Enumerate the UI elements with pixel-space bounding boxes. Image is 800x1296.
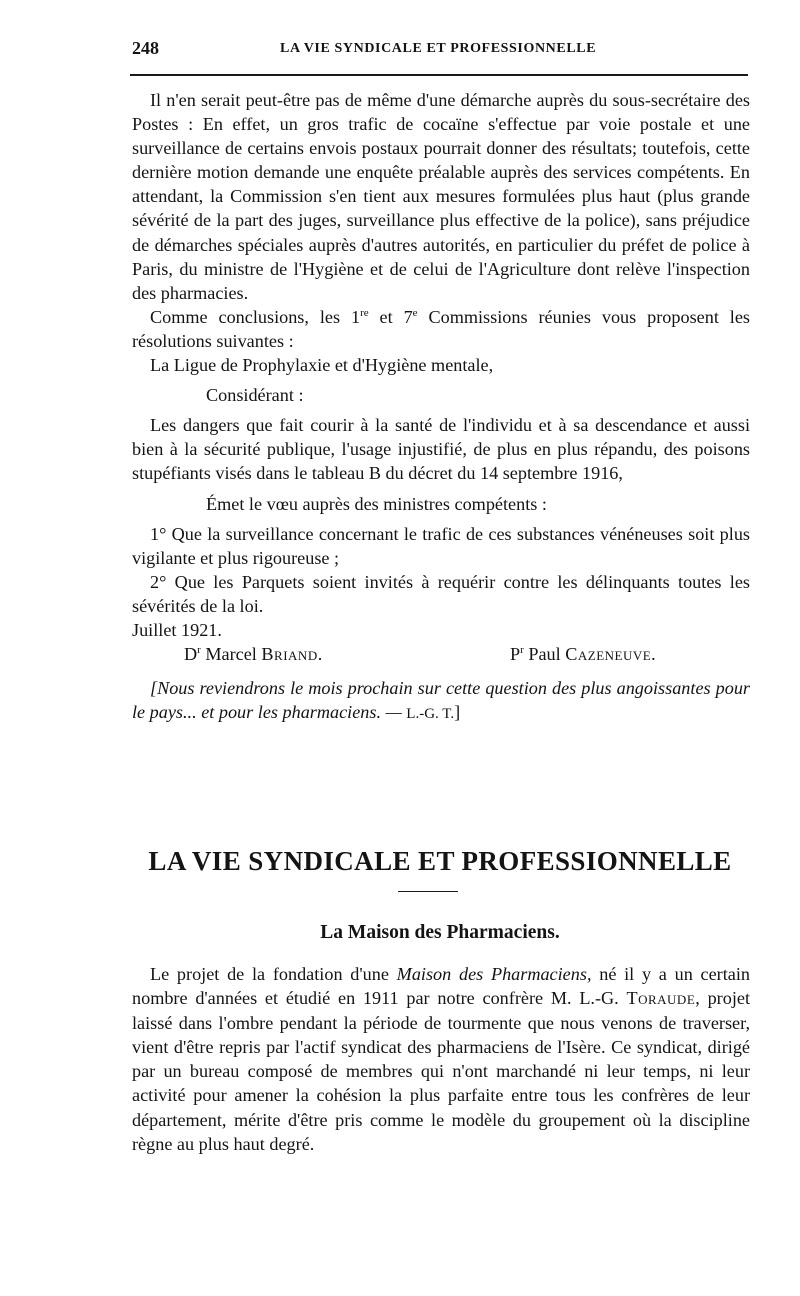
sig2-first-name: Paul xyxy=(523,644,566,665)
ordinal-sup-1: re xyxy=(360,306,369,319)
sig1-first-name: Marcel xyxy=(200,644,262,665)
running-title: LA VIE SYNDICALE ET PROFESSIONNELLE xyxy=(280,41,597,56)
page-number: 248 xyxy=(132,38,159,58)
signatures xyxy=(132,642,750,668)
maison-title-italic: Maison des Pharmaciens xyxy=(396,964,587,984)
sig2-title: P xyxy=(510,644,521,665)
paragraph-voeu: Émet le vœu auprès des ministres compétents : xyxy=(206,493,547,514)
conclusions-text-c: Commissions réunies vous proposent les résolutions suivantes : xyxy=(132,306,750,351)
paragraph-considerant: Considérant : xyxy=(206,385,304,406)
sig1-last-name: Briand. xyxy=(261,644,323,665)
editor-note xyxy=(132,676,750,726)
paragraph-ligue: La Ligue de Prophylaxie et d'Hygiène mentale, xyxy=(150,355,494,376)
signature-date: Juillet 1921. xyxy=(132,619,222,640)
conclusions-text-b: et 7 xyxy=(368,306,413,327)
sig2-title-sup: r xyxy=(520,644,524,656)
maison-text-c: , projet laissé dans l'ombre pendant la période de tourmente que nous venons de traverser, vient d'être repris par l'actif syndicat des pharmaciens de l'Isère. Ce syndicat, dirigé par un bureau composé de membres qui n'ont marchandé ni leur temps, ni leur activité pour amener la cohésion la plus parfaite entre tous les confrères de leur département, mérite d'être pris comme le modèle du groupement où la discipline règne au plus haut degré. xyxy=(132,988,750,1155)
paragraph-conclusions xyxy=(132,305,750,353)
editor-note-text: [Nous reviendrons le mois prochain sur cette question des plus angoissantes pour le pays... et pour les pharmaciens. — xyxy=(132,678,750,723)
editor-note-close: ] xyxy=(454,702,461,723)
resolution-2: 2° Que les Parquets soient invités à requérir contre les délinquants toutes les sévérités de la loi. xyxy=(132,571,750,616)
maison-text-a: Le projet de la fondation d'une xyxy=(150,964,397,984)
header-rule xyxy=(130,74,748,76)
signature-briand xyxy=(184,642,323,666)
editor-initials: L.-G. T. xyxy=(406,706,455,723)
sig1-title-sup: r xyxy=(197,644,201,656)
maison-text-b: , né il y a un certain nombre d'années et étudié en 1911 par notre confrère M. L.-G. xyxy=(132,964,751,1009)
article-body xyxy=(132,88,750,726)
section-title: LA VIE SYNDICALE ET PROFESSIONNELLE xyxy=(148,846,732,876)
running-header xyxy=(130,38,750,68)
resolution-1: 1° Que la surveillance concernant le trafic de ces substances vénéneuses soit plus vigilante et plus rigoureuse ; xyxy=(132,523,750,568)
signature-cazeneuve xyxy=(510,642,656,666)
section-subtitle: La Maison des Pharmaciens. xyxy=(320,922,560,943)
toraude-name: Toraude xyxy=(626,988,696,1009)
sig1-title: D xyxy=(184,644,198,665)
section-body xyxy=(132,962,750,1156)
ordinal-sup-2: e xyxy=(412,306,418,319)
paragraph-dangers: Les dangers que fait courir à la santé de l'individu et à sa descendance et aussi bien à la sécurité publique, l'usage injustifié, de plus en plus répandu, des poisons stupéfiants visés dans le tableau B du décret du 14 septembre 1916, xyxy=(132,415,750,484)
sig2-last-name: Cazeneuve. xyxy=(565,644,657,665)
conclusions-text-a: Comme conclusions, les 1 xyxy=(150,306,361,327)
paragraph-maison xyxy=(132,962,750,1156)
paragraph-postes: Il n'en serait peut-être pas de même d'une démarche auprès du sous-secrétaire des Postes : En effet, un gros trafic de cocaïne s'effectue par voie postale et une surveillance de certains envois postaux pourrait donner des résultats; toutefois, cette dernière motion demande une enquête préalable auprès des services compétents. En attendant, la Commission s'en tient aux mesures formulées plus haut (plus grande sévérité de la part des juges, surveillance plus effective de la police), sans préjudice de démarches spéciales auprès d'autres autorités, en particulier du préfet de police à Paris, du ministre de l'Hygiène et de celui de l'Agriculture dont relève l'inspection des pharmacies. xyxy=(132,90,750,303)
section-title-rule xyxy=(398,891,458,892)
